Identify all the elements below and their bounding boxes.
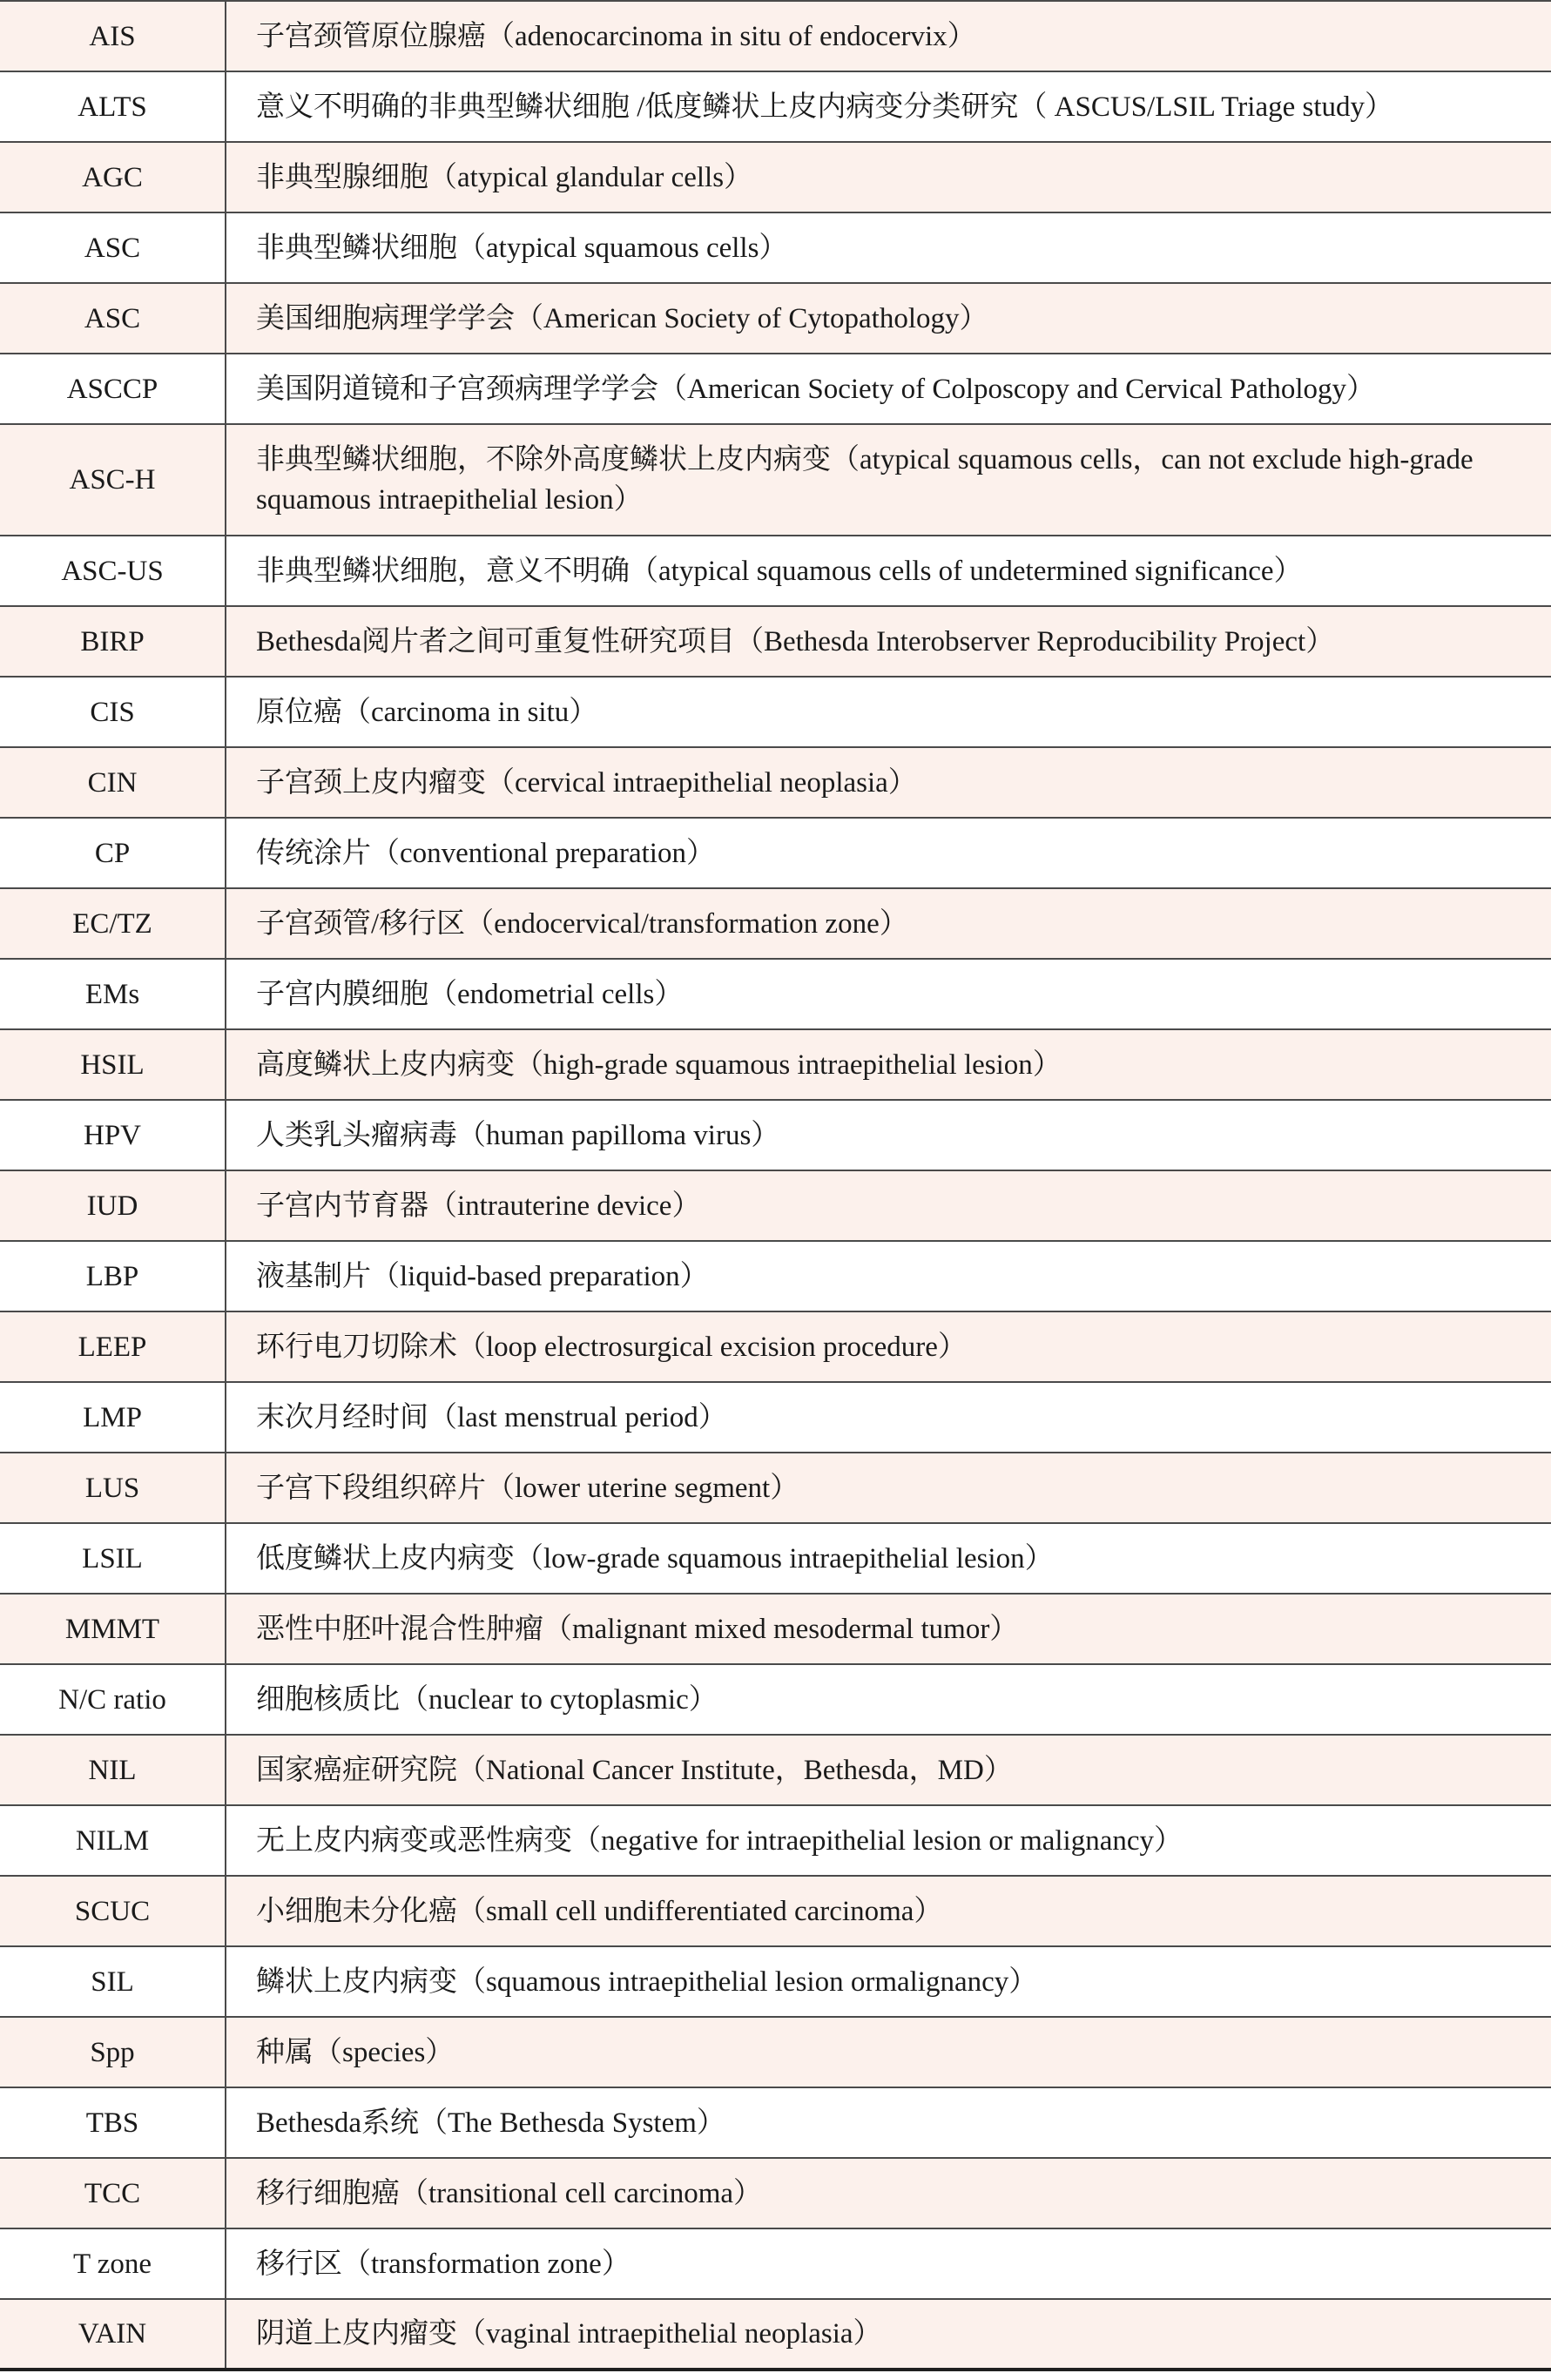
table-row [0,1100,1551,1170]
definition-cell: 非典型鳞状细胞，意义不明确（atypical squamous cells of undetermined significance） [226,536,1551,606]
table-row [0,1170,1551,1241]
abbreviation-cell: ASC [0,212,226,283]
definition-cell: 小细胞未分化癌（small cell undifferentiated carcinoma） [226,1876,1551,1946]
abbreviation-cell: ALTS [0,71,226,142]
abbreviation-cell: LMP [0,1382,226,1453]
abbreviation-cell: CIS [0,677,226,747]
table-row [0,1453,1551,1523]
definition-cell: 人类乳头瘤病毒（human papilloma virus） [226,1100,1551,1170]
definition-cell: 子宫颈上皮内瘤变（cervical intraepithelial neoplasia） [226,747,1551,818]
definition-cell: 环行电刀切除术（loop electrosurgical excision procedure） [226,1311,1551,1382]
abbreviation-cell: MMMT [0,1594,226,1664]
abbreviation-cell: ASCCP [0,354,226,424]
definition-cell: 末次月经时间（last menstrual period） [226,1382,1551,1453]
definition-cell: 子宫下段组织碎片（lower uterine segment） [226,1453,1551,1523]
definition-cell: 低度鳞状上皮内病变（low-grade squamous intraepithelial lesion） [226,1523,1551,1594]
definition-cell: 非典型腺细胞（atypical glandular cells） [226,142,1551,212]
table-row [0,747,1551,818]
table-row [0,1241,1551,1311]
table-row [0,1311,1551,1382]
definition-cell: 非典型鳞状细胞（atypical squamous cells） [226,212,1551,283]
abbreviation-cell: TCC [0,2158,226,2228]
table-row [0,606,1551,677]
table-row [0,212,1551,283]
abbreviation-cell: LBP [0,1241,226,1311]
table-row [0,959,1551,1029]
definition-cell: 高度鳞状上皮内病变（high-grade squamous intraepithelial lesion） [226,1029,1551,1100]
definition-cell: 阴道上皮内瘤变（vaginal intraepithelial neoplasia） [226,2299,1551,2370]
abbreviation-cell: ASC-US [0,536,226,606]
table-row [0,424,1551,536]
table-row [0,2158,1551,2228]
abbreviation-cell: LSIL [0,1523,226,1594]
table-row [0,888,1551,959]
table-row [0,142,1551,212]
table-row [0,1523,1551,1594]
definition-cell: 美国细胞病理学学会（American Society of Cytopathology） [226,283,1551,354]
definition-cell: 移行细胞癌（transitional cell carcinoma） [226,2158,1551,2228]
table-row [0,2228,1551,2299]
abbreviation-cell: LEEP [0,1311,226,1382]
table-row [0,354,1551,424]
abbreviation-cell: LUS [0,1453,226,1523]
abbreviation-cell: AGC [0,142,226,212]
abbreviation-cell: EC/TZ [0,888,226,959]
table-row [0,283,1551,354]
definition-cell: 国家癌症研究院（National Cancer Institute，Bethesda，MD） [226,1735,1551,1805]
table-row [0,536,1551,606]
definition-cell: 传统涂片（conventional preparation） [226,818,1551,888]
abbreviation-cell: BIRP [0,606,226,677]
definition-cell: 子宫颈管/移行区（endocervical/transformation zone） [226,888,1551,959]
table-row [0,2017,1551,2087]
abbreviation-cell: SCUC [0,1876,226,1946]
abbreviation-cell: T zone [0,2228,226,2299]
table-row [0,1664,1551,1735]
abbreviation-cell: AIS [0,1,226,71]
table-row [0,818,1551,888]
table-row [0,2299,1551,2370]
abbreviation-cell: CP [0,818,226,888]
definition-cell: 移行区（transformation zone） [226,2228,1551,2299]
abbreviation-cell: Spp [0,2017,226,2087]
table-row [0,1594,1551,1664]
definition-cell: 原位癌（carcinoma in situ） [226,677,1551,747]
definition-cell: 恶性中胚叶混合性肿瘤（malignant mixed mesodermal tumor） [226,1594,1551,1664]
abbreviation-cell: ASC-H [0,424,226,536]
table-row [0,1735,1551,1805]
table-row [0,1946,1551,2017]
definition-cell: Bethesda阅片者之间可重复性研究项目（Bethesda Interobserver Reproducibility Project） [226,606,1551,677]
table-row [0,1029,1551,1100]
definition-cell: 细胞核质比（nuclear to cytoplasmic） [226,1664,1551,1735]
table-row [0,71,1551,142]
definition-cell: 子宫内节育器（intrauterine device） [226,1170,1551,1241]
abbreviation-cell: EMs [0,959,226,1029]
abbreviation-cell: SIL [0,1946,226,2017]
definition-cell: 种属（species） [226,2017,1551,2087]
definition-cell: 美国阴道镜和子宫颈病理学学会（American Society of Colposcopy and Cervical Pathology） [226,354,1551,424]
abbreviation-cell: NILM [0,1805,226,1876]
table-row [0,2087,1551,2158]
definition-cell: 鳞状上皮内病变（squamous intraepithelial lesion ormalignancy） [226,1946,1551,2017]
abbreviation-cell: VAIN [0,2299,226,2370]
abbreviation-cell: NIL [0,1735,226,1805]
abbreviation-cell: HPV [0,1100,226,1170]
abbreviation-cell: IUD [0,1170,226,1241]
abbreviation-cell: TBS [0,2087,226,2158]
definition-cell: 子宫内膜细胞（endometrial cells） [226,959,1551,1029]
abbreviation-cell: HSIL [0,1029,226,1100]
table-row [0,1,1551,71]
table-row [0,1876,1551,1946]
definition-cell: 液基制片（liquid-based preparation） [226,1241,1551,1311]
definition-cell: 无上皮内病变或恶性病变（negative for intraepithelial lesion or malignancy） [226,1805,1551,1876]
table-row [0,1805,1551,1876]
table-row [0,1382,1551,1453]
definition-cell: Bethesda系统（The Bethesda System） [226,2087,1551,2158]
abbreviation-cell: ASC [0,283,226,354]
definition-cell: 意义不明确的非典型鳞状细胞 /低度鳞状上皮内病变分类研究（ ASCUS/LSIL Triage study） [226,71,1551,142]
abbreviation-cell: CIN [0,747,226,818]
definition-cell: 非典型鳞状细胞，不除外高度鳞状上皮内病变（atypical squamous cells，can not exclude high-grade squamous intraepithelial lesion） [226,424,1551,536]
definition-cell: 子宫颈管原位腺癌（adenocarcinoma in situ of endocervix） [226,1,1551,71]
table-row [0,677,1551,747]
abbreviation-cell: N/C ratio [0,1664,226,1735]
